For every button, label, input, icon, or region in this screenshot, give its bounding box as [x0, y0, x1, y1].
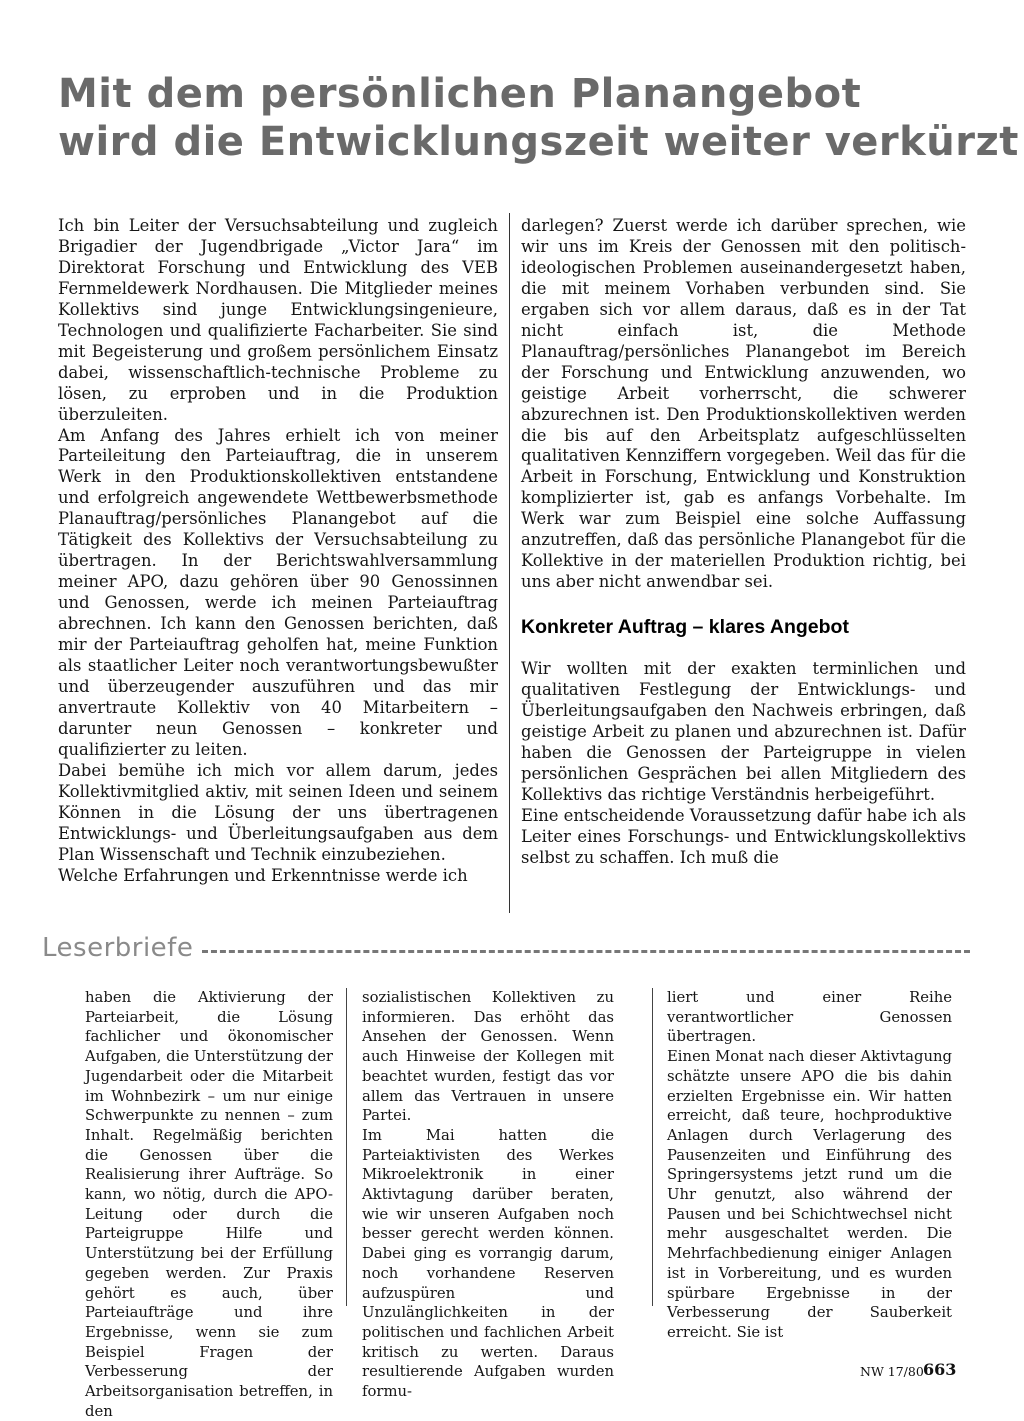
column-divider [509, 213, 510, 913]
rubric-rule [202, 950, 970, 953]
article-headline [58, 70, 1019, 166]
column-divider [652, 988, 653, 1306]
letter-paragraph: haben die Aktivierung der Parteiarbeit, die Lösung fachlicher und ökonomischer Aufgaben, die Unterstützung der Jugendarbeit oder die Mitarbeit im Wohnbezirk – um nur einige Schwerpunkte zu nennen – zum Inhalt. Regelmäßig berichten die Genossen über die Realisierung ihrer Aufträge. So kann, wo nötig, durch die APO-Leitung oder durch die Parteigruppe Hilfe und Unterstützung bei der Erfüllung gegeben werden. Zur Praxis gehört es auch, über Parteiaufträge und ihre Ergebnisse, wenn sie zum Beispiel Fragen der Verbesserung der Arbeitsorganisation betreffen, in den [85, 989, 333, 1420]
headline-line-1: Mit dem persönlichen Planangebot [58, 71, 862, 117]
letters-column-2 [362, 988, 614, 1402]
article-paragraph: Eine entscheidende Voraussetzung dafür habe ich als Leiter eines Forschungs- und Entwicklungskollektivs selbst zu schaffen. Ich muß die [521, 805, 966, 867]
letters-column-1 [85, 988, 333, 1421]
letter-paragraph: liert und einer Reihe verantwortlicher Genossen übertragen. [667, 989, 952, 1046]
article-paragraph: Am Anfang des Jahres erhielt ich von meiner Parteileitung den Parteiauftrag, die in unserem Werk in den Produktionskollektiven entstandene und erfolgreich angewendete Wettbewerbsmethode Planauftrag/persönliches Planangebot auf die Tätigkeit des Kollektivs der Versuchsabteilung zu übertragen. In der Berichtswahlversammlung meiner APO, dazu gehören über 90 Genossinnen und Genossen, werde ich meinen Parteiauftrag abrechnen. Ich kann den Genossen berichten, daß mir der Parteiauftrag geholfen hat, meine Funktion als staatlicher Leiter noch verantwortungsbewußter und überzeugender auszuführen und das mir anvertraute Kollektiv von 40 Mitarbeitern – darunter neun Genossen – konkreter und qualifizierter zu leiten. [58, 425, 498, 759]
article-column-right [521, 216, 966, 869]
article-paragraph: Welche Erfahrungen und Erkenntnisse werde ich [58, 865, 468, 885]
headline-line-2: wird die Entwicklungszeit weiter verkürzt [58, 119, 1019, 165]
article-paragraph: Wir wollten mit der exakten terminlichen und qualitativen Festlegung der Entwicklungs- und Überleitungsaufgaben den Nachweis erbringen, daß geistige Arbeit zu planen und abzurechnen ist. Dafür haben die Genossen der Parteigruppe in vielen persönlichen Gesprächen bei allen Mitgliedern des Kollektivs das richtige Verständnis herbeigeführt. [521, 659, 966, 804]
letter-paragraph: sozialistischen Kollektiven zu informieren. Das erhöht das Ansehen der Genossen. Wenn auch Hinweise der Kollegen mit beachtet wurden, festigt das vor allem das Vertrauen in unsere Partei. [362, 989, 614, 1125]
section-rubric [42, 932, 970, 972]
letter-paragraph: Im Mai hatten die Parteiaktivisten des Werkes Mikroelektronik in einer Aktivtagung darüber beraten, wie wir unseren Aufgaben noch besser gerecht werden können. Dabei ging es vorrangig darum, noch vorhandene Reserven aufzuspüren und Unzulänglichkeiten in der politischen und fachlichen Arbeit kritisch zu werten. Daraus resultierende Aufgaben wurden formu- [362, 1126, 614, 1401]
rubric-title: Leserbriefe [42, 933, 194, 963]
article-paragraph: Dabei bemühe ich mich vor allem darum, jedes Kollektivmitglied aktiv, mit seinen Ideen und seinem Können in die Lösung der uns übertragenen Entwicklungs- und Überleitungsaufgaben aus dem Plan Wissenschaft und Technik einzubeziehen. [58, 760, 498, 864]
article-subheading: Konkreter Auftrag – klares Angebot [521, 616, 849, 639]
issue-label: NW 17/80 [860, 1364, 924, 1379]
article-paragraph: darlegen? Zuerst werde ich darüber sprechen, wie wir uns im Kreis der Genossen mit den politisch-ideologischen Problemen auseinandergesetzt haben, die mit meinem Vorhaben verbunden sind. Sie ergaben sich vor allem daraus, daß es in der Tat nicht einfach ist, die Methode Planauftrag/persönliches Planangebot im Bereich der Forschung und Entwicklung anzuwenden, wo geistige Arbeit vorherrscht, die schwerer abzurechnen ist. Den Produktionskollektiven werden die bis auf den Arbeitsplatz aufgeschlüsselten qualitativen Kennziffern vorgegeben. Weil das für die Arbeit in Forschung, Entwicklung und Konstruktion komplizierter ist, gab es anfangs Vorbehalte. Im Werk war zum Beispiel eine solche Auffassung anzutreffen, daß das persönliche Planangebot für die Kollektive in der materiellen Produktion richtig, bei uns aber nicht anwendbar sei. [521, 216, 966, 592]
page-number: 663 [923, 1360, 957, 1379]
article-column-left [58, 216, 498, 887]
article-paragraph: Ich bin Leiter der Versuchsabteilung und zugleich Brigadier der Jugendbrigade „Victor Jara“ im Direktorat Forschung und Entwicklung des VEB Fernmeldewerk Nordhausen. Die Mitglieder meines Kollektivs sind junge Entwicklungsingenieure, Technologen und qualifizierte Facharbeiter. Sie sind mit Begeisterung und großem persönlichem Einsatz dabei, wissenschaftlich-technische Probleme zu lösen, zu erproben und in die Produktion überzuleiten. [58, 216, 498, 424]
letter-paragraph: Einen Monat nach dieser Aktivtagung schätzte unsere APO die bis dahin erzielten Ergebnisse ein. Wir hatten erreicht, daß teure, hochproduktive Anlagen durch Verlagerung des Pausenzeiten und Einführung des Springersystems jetzt rund um die Uhr genutzt, also während der Pausen und bei Schichtwechsel nicht mehr ausgeschaltet werden. Die Mehrfachbedienung einiger Anlagen ist in Vorbereitung, und es wurden spürbare Ergebnisse in der Verbesserung der Sauberkeit erreicht. Sie ist [667, 1048, 952, 1341]
letters-column-3 [667, 988, 952, 1343]
column-divider [346, 988, 347, 1306]
